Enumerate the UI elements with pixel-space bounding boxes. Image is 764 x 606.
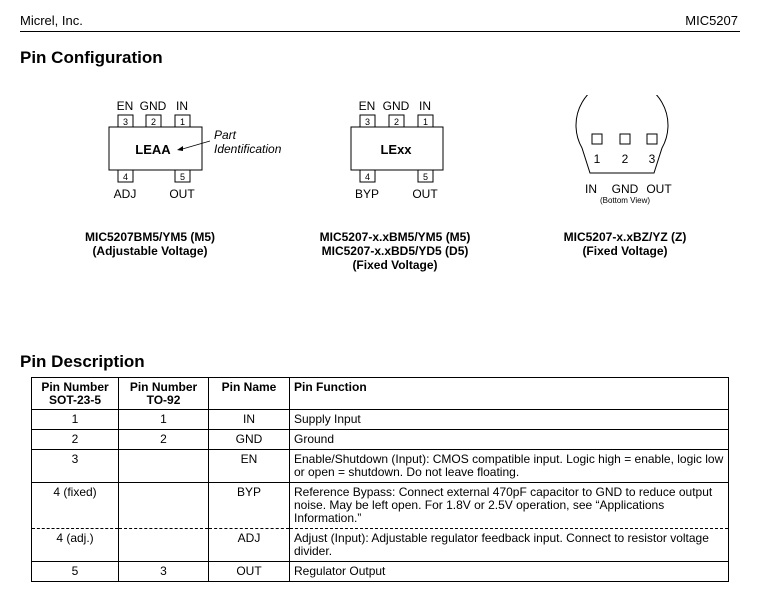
caption-fixed-sot bbox=[300, 230, 490, 272]
cell-function: Regulator Output bbox=[290, 562, 729, 582]
pin-label-in: IN bbox=[176, 99, 188, 113]
package-diagram-fixed bbox=[342, 95, 462, 205]
cell-to92: 3 bbox=[119, 562, 209, 582]
pin-number-2: 2 bbox=[150, 117, 157, 127]
part-marking: LEAA bbox=[135, 142, 171, 157]
cell-function: Adjust (Input): Adjustable regulator feedback input. Connect to resistor voltage divider. bbox=[290, 529, 729, 562]
pin-label-gnd: GND bbox=[382, 99, 410, 113]
cell-to92 bbox=[119, 529, 209, 562]
pin-number-3: 3 bbox=[364, 117, 371, 127]
cell-sot: 1 bbox=[32, 410, 119, 430]
cell-to92 bbox=[119, 450, 209, 483]
pin-label-gnd: GND bbox=[139, 99, 167, 113]
caption-voltage: (Fixed Voltage) bbox=[352, 258, 438, 272]
pin-number-4: 4 bbox=[122, 172, 129, 182]
pin-description-title: Pin Description bbox=[20, 352, 145, 371]
table-row bbox=[32, 529, 729, 562]
pin-configuration-title: Pin Configuration bbox=[20, 48, 163, 67]
pin-label-en: EN bbox=[116, 99, 134, 113]
pin-number-1: 1 bbox=[422, 117, 429, 127]
pin-3-hole bbox=[647, 134, 657, 144]
pin-number-1: 1 bbox=[593, 152, 601, 166]
cell-pin-name: OUT bbox=[209, 562, 290, 582]
cell-sot: 4 (adj.) bbox=[32, 529, 119, 562]
col-header-pin-name: Pin Name bbox=[209, 378, 290, 410]
pin-label-in: IN bbox=[585, 182, 597, 196]
cell-sot: 2 bbox=[32, 430, 119, 450]
annotation-text-part: Part bbox=[214, 128, 237, 142]
cell-sot: 5 bbox=[32, 562, 119, 582]
col-header-sot23: Pin Number SOT-23-5 bbox=[32, 378, 119, 410]
pin-number-1: 1 bbox=[179, 117, 186, 127]
pin-description-table bbox=[31, 377, 729, 582]
cell-pin-name: IN bbox=[209, 410, 290, 430]
pin-label-gnd: GND bbox=[611, 182, 639, 196]
header-rule bbox=[20, 31, 740, 32]
part-number: MIC5207 bbox=[685, 13, 738, 28]
part-marking: LExx bbox=[380, 142, 412, 157]
col-header-to92: Pin Number TO-92 bbox=[119, 378, 209, 410]
caption-fixed-to92 bbox=[540, 230, 710, 258]
pin-label-adj: ADJ bbox=[113, 187, 137, 201]
caption-part-d5: MIC5207-x.xBD5/YD5 (D5) bbox=[321, 244, 469, 258]
annotation-text-identification: Identification bbox=[214, 142, 282, 156]
cell-to92 bbox=[119, 483, 209, 529]
caption-part: MIC5207-x.xBZ/YZ (Z) bbox=[563, 230, 687, 244]
table-row bbox=[32, 450, 729, 483]
caption-voltage: (Adjustable Voltage) bbox=[92, 244, 208, 258]
cell-pin-name: BYP bbox=[209, 483, 290, 529]
pin-number-2: 2 bbox=[621, 152, 629, 166]
table-row bbox=[32, 410, 729, 430]
caption-adjustable bbox=[60, 230, 240, 258]
bottom-view-label: (Bottom View) bbox=[599, 196, 651, 205]
cell-pin-name: GND bbox=[209, 430, 290, 450]
table-row bbox=[32, 430, 729, 450]
pin-label-out: OUT bbox=[169, 187, 195, 201]
table-row bbox=[32, 562, 729, 582]
company-name: Micrel, Inc. bbox=[20, 13, 83, 28]
cell-function: Ground bbox=[290, 430, 729, 450]
caption-part: MIC5207BM5/YM5 (M5) bbox=[84, 230, 216, 244]
pin-number-4: 4 bbox=[364, 172, 371, 182]
cell-function: Reference Bypass: Connect external 470pF capacitor to GND to reduce output noise. May be left open. For 1.8V or 2.5V operation, see “Applications Information.” bbox=[290, 483, 729, 529]
cell-function: Supply Input bbox=[290, 410, 729, 430]
pin-label-en: EN bbox=[358, 99, 376, 113]
caption-voltage: (Fixed Voltage) bbox=[582, 244, 668, 258]
cell-function: Enable/Shutdown (Input): CMOS compatible input. Logic high = enable, logic low or open = shutdown. Do not leave floating. bbox=[290, 450, 729, 483]
table-row bbox=[32, 483, 729, 529]
pin-number-3: 3 bbox=[122, 117, 129, 127]
pin-2-hole bbox=[620, 134, 630, 144]
cell-sot: 4 (fixed) bbox=[32, 483, 119, 529]
pin-number-5: 5 bbox=[179, 172, 186, 182]
table-header-row bbox=[32, 378, 729, 410]
cell-sot: 3 bbox=[32, 450, 119, 483]
col-header-pin-function: Pin Function bbox=[290, 378, 729, 410]
package-diagram-adjustable bbox=[100, 95, 300, 205]
pin-1-hole bbox=[592, 134, 602, 144]
pin-label-in: IN bbox=[419, 99, 431, 113]
cell-pin-name: ADJ bbox=[209, 529, 290, 562]
caption-part-m5: MIC5207-x.xBM5/YM5 (M5) bbox=[319, 230, 471, 244]
pin-number-3: 3 bbox=[648, 152, 656, 166]
cell-to92: 2 bbox=[119, 430, 209, 450]
pin-number-2: 2 bbox=[393, 117, 400, 127]
cell-pin-name: EN bbox=[209, 450, 290, 483]
cell-to92: 1 bbox=[119, 410, 209, 430]
pin-label-out: OUT bbox=[412, 187, 438, 201]
pin-label-out: OUT bbox=[646, 182, 672, 196]
pin-label-byp: BYP bbox=[354, 187, 380, 201]
package-diagram-to92 bbox=[560, 95, 700, 210]
pin-number-5: 5 bbox=[422, 172, 429, 182]
